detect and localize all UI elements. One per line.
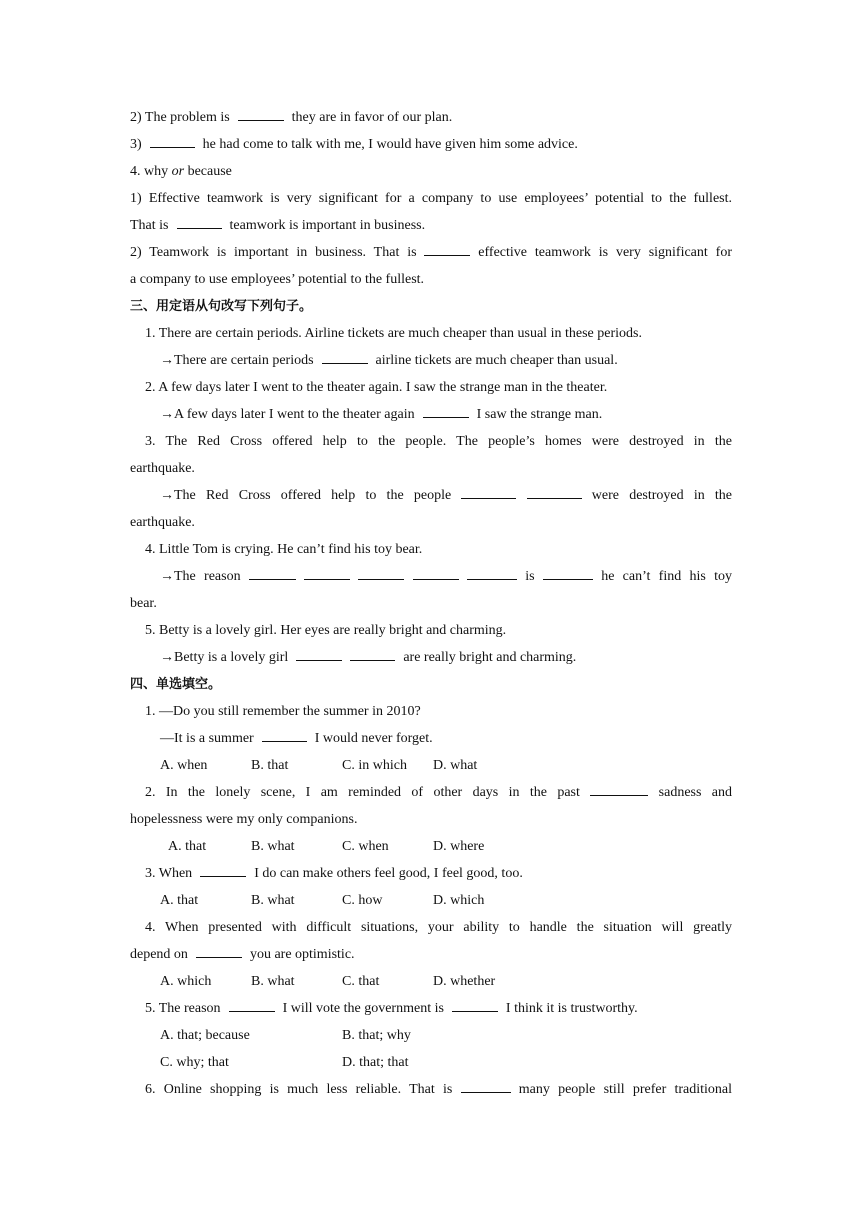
mc-question-4-options (130, 968, 732, 995)
text: 6. Online shopping is much less reliable. That is (145, 1082, 453, 1097)
text: 4. why (130, 164, 169, 179)
answer-blank (543, 563, 593, 580)
text: 2) The problem is (130, 110, 230, 125)
answer-blank (177, 212, 222, 229)
mc-question-2-line-1 (130, 779, 732, 806)
section-4-title: 四、单选填空。 (130, 677, 222, 692)
text: 2. In the lonely scene, I am reminded of other days in the past (145, 785, 580, 800)
mc-question-1-line-2 (130, 725, 732, 752)
question-4-2-line-1 (130, 239, 732, 266)
option-b: B. what (251, 893, 295, 908)
mc-question-1-options (130, 752, 732, 779)
option-a: A. when (160, 758, 208, 773)
answer-blank (461, 1076, 511, 1093)
answer-blank (150, 131, 195, 148)
text: →A few days later I went to the theater again (160, 407, 415, 422)
mc-question-5-options-row-2 (130, 1049, 732, 1076)
text: because (187, 164, 232, 179)
text: —It is a summer (160, 731, 254, 746)
option-c: C. how (342, 893, 383, 908)
s3-rewrite-4 (130, 563, 732, 590)
text: were destroyed in the (591, 488, 733, 503)
s3-rewrite-3 (130, 482, 732, 509)
s3-rewrite-1 (130, 347, 732, 374)
answer-blank (358, 563, 404, 580)
item-4-heading (130, 158, 732, 185)
question-4-2-line-2: a company to use employees’ potential to the fullest. (130, 272, 425, 287)
option-b: B. what (251, 974, 295, 989)
answer-blank (413, 563, 459, 580)
s3-sentence-2: 2. A few days later I went to the theater again. I saw the strange man in the theater. (145, 380, 608, 395)
option-a: A. that; because (160, 1028, 250, 1043)
text: you are optimistic. (249, 947, 355, 962)
answer-blank (304, 563, 350, 580)
question-2-2 (130, 104, 732, 131)
answer-blank (350, 644, 395, 661)
answer-blank (196, 941, 242, 958)
s3-rewrite-5 (130, 644, 732, 671)
mc-question-3-options (130, 887, 732, 914)
page-content (130, 104, 732, 1103)
option-d: D. that; that (342, 1055, 409, 1070)
text: →The reason (160, 569, 241, 584)
option-c: C. when (342, 839, 389, 854)
option-c: C. in which (342, 758, 407, 773)
mc-question-5 (130, 995, 732, 1022)
italic-or: or (171, 164, 185, 179)
answer-blank (423, 401, 469, 418)
mc-question-5-options-row-1 (130, 1022, 732, 1049)
option-a: A. which (160, 974, 212, 989)
mc-question-1-line-1: 1. —Do you still remember the summer in 2010? (145, 704, 421, 719)
answer-blank (467, 563, 517, 580)
text: 3. When (145, 866, 193, 881)
answer-blank (229, 995, 275, 1012)
option-c: C. that (342, 974, 380, 989)
text: I do can make others feel good, I feel good, too. (254, 866, 523, 881)
text: effective teamwork is very significant for (478, 245, 732, 260)
text: I will vote the government is (282, 1001, 444, 1016)
s3-sentence-3-line-1: 3. The Red Cross offered help to the people. The people’s homes were destroyed in the (145, 434, 732, 449)
answer-blank (238, 104, 284, 121)
text: →The Red Cross offered help to the people (160, 488, 452, 503)
mc-question-4-line-2 (130, 941, 732, 968)
text: are really bright and charming. (403, 650, 577, 665)
text: sadness and (658, 785, 733, 800)
answer-blank (322, 347, 368, 364)
text: I saw the strange man. (476, 407, 603, 422)
text: 5. The reason (145, 1001, 221, 1016)
text: 2) Teamwork is important in business. That is (130, 245, 417, 260)
answer-blank (296, 644, 342, 661)
option-d: D. whether (433, 974, 496, 989)
option-b: B. that (251, 758, 289, 773)
question-4-1-line-1: 1) Effective teamwork is very significant for a company to use employees’ potential to the fullest. (130, 191, 732, 206)
s3-rewrite-4-line-2: bear. (130, 596, 157, 611)
text: That is (130, 218, 169, 233)
answer-blank (461, 482, 516, 499)
text: airline tickets are much cheaper than usual. (375, 353, 618, 368)
s3-sentence-4: 4. Little Tom is crying. He can’t find his toy bear. (145, 542, 423, 557)
answer-blank (200, 860, 246, 877)
option-d: D. what (433, 758, 478, 773)
text: they are in favor of our plan. (291, 110, 453, 125)
mc-question-3 (130, 860, 732, 887)
answer-blank (590, 779, 648, 796)
s3-sentence-5: 5. Betty is a lovely girl. Her eyes are really bright and charming. (145, 623, 507, 638)
answer-blank (249, 563, 296, 580)
mc-question-2-line-2: hopelessness were my only companions. (130, 812, 358, 827)
mc-question-6-line-1 (130, 1076, 732, 1103)
mc-question-4-line-1: 4. When presented with difficult situations, your ability to handle the situation will greatly (145, 920, 732, 935)
option-b: B. that; why (342, 1028, 411, 1043)
text: 3) (130, 137, 142, 152)
text: teamwork is important in business. (229, 218, 426, 233)
option-b: B. what (251, 839, 295, 854)
option-a: A. that (168, 839, 207, 854)
s3-rewrite-3-line-2: earthquake. (130, 515, 195, 530)
answer-blank (424, 239, 470, 256)
text: →There are certain periods (160, 353, 314, 368)
option-d: D. where (433, 839, 485, 854)
s3-sentence-1: 1. There are certain periods. Airline tickets are much cheaper than usual in these periods. (145, 326, 642, 341)
question-4-1-line-2 (130, 212, 732, 239)
mc-question-2-options (130, 833, 732, 860)
text: I think it is trustworthy. (505, 1001, 638, 1016)
text: →Betty is a lovely girl (160, 650, 289, 665)
option-a: A. that (160, 893, 199, 908)
answer-blank (262, 725, 307, 742)
text: is (525, 569, 535, 584)
s3-sentence-3-line-2: earthquake. (130, 461, 195, 476)
text: I would never forget. (314, 731, 433, 746)
answer-blank (452, 995, 498, 1012)
section-3-title: 三、用定语从句改写下列句子。 (130, 299, 313, 314)
text: he had come to talk with me, I would have given him some advice. (202, 137, 578, 152)
option-c: C. why; that (160, 1055, 229, 1070)
answer-blank (527, 482, 582, 499)
text: he can’t find his toy (601, 569, 733, 584)
text: many people still prefer traditional (518, 1082, 732, 1097)
s3-rewrite-2 (130, 401, 732, 428)
option-d: D. which (433, 893, 485, 908)
text: depend on (130, 947, 188, 962)
question-2-3 (130, 131, 732, 158)
